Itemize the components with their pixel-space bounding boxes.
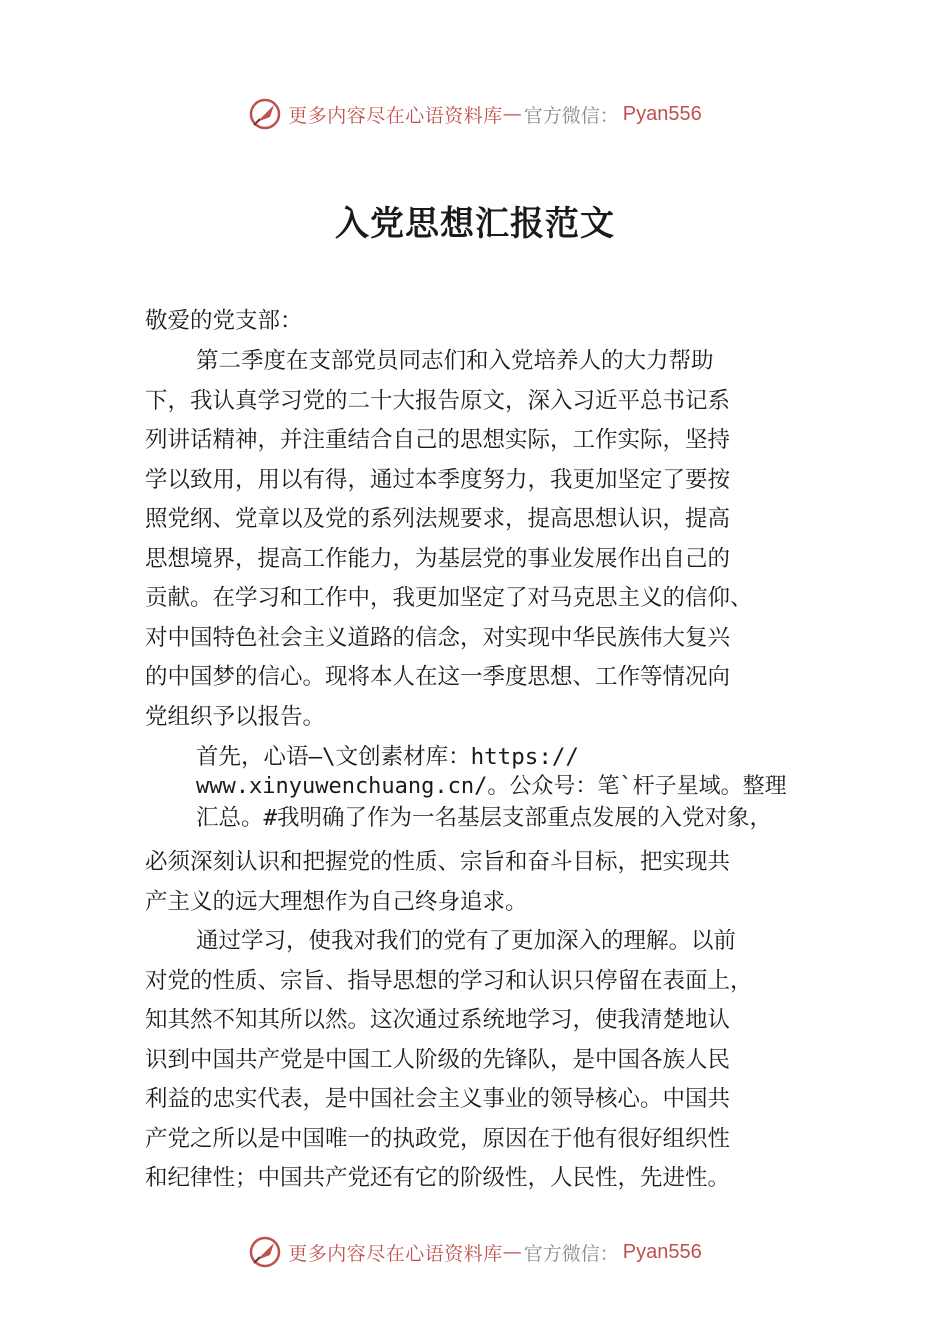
wechat-id: Pyan556: [622, 102, 702, 125]
paragraph-line: 利益的忠实代表，是中国社会主义事业的领导核心。中国共: [145, 1086, 731, 1112]
paragraph-line: 汇总。#我明确了作为一名基层支部重点发展的入党对象，: [196, 805, 773, 831]
banner-separator: —: [502, 103, 522, 125]
quill-logo-icon: [248, 97, 282, 131]
wechat-id: Pyan556: [622, 1240, 702, 1263]
paragraph-line: 通过学习，使我对我们的党有了更加深入的理解。以前: [196, 928, 737, 954]
paragraph-line: 产党之所以是中国唯一的执政党，原因在于他有很好组织性: [145, 1126, 731, 1152]
wechat-label: 官方微信：: [523, 1242, 619, 1265]
paragraph-line: 产主义的远大理想作为自己终身追求。: [145, 889, 528, 915]
document-title: 入党思想汇报范文: [335, 204, 615, 244]
paragraph-line: 党组织予以报告。: [145, 704, 326, 730]
paragraph-line: 识到中国共产党是中国工人阶级的先锋队，是中国各族人民: [145, 1047, 731, 1073]
paragraph-line: 列讲话精神，并注重结合自己的思想实际，工作实际，坚持: [145, 427, 731, 453]
paragraph-line: www.xinyuwenchuang.cn/。公众号：笔`杆子星域。整理: [196, 774, 787, 799]
paragraph-line: 思想境界，提高工作能力，为基层党的事业发展作出自己的: [145, 546, 731, 572]
banner-separator: —: [502, 1241, 522, 1263]
paragraph-line: 的中国梦的信心。现将本人在这一季度思想、工作等情况向: [145, 664, 731, 690]
paragraph-line: 和纪律性；中国共产党还有它的阶级性，人民性，先进性。: [145, 1165, 731, 1191]
paragraph-line: 照党纲、党章以及党的系列法规要求，提高思想认识，提高: [145, 506, 731, 532]
brand-text: 更多内容尽在心语资料库: [288, 1242, 503, 1265]
brand-text: 更多内容尽在心语资料库: [288, 104, 503, 127]
paragraph-line: 必须深刻认识和把握党的性质、宗旨和奋斗目标，把实现共: [145, 849, 731, 875]
quill-logo-icon: [248, 1235, 282, 1269]
paragraph-line: 贡献。在学习和工作中，我更加坚定了对马克思主义的信仰、: [145, 585, 753, 611]
paragraph-line: 第二季度在支部党员同志们和入党培养人的大力帮助: [196, 348, 714, 374]
header-banner: [0, 94, 950, 134]
salutation: 敬爱的党支部：: [145, 308, 303, 334]
paragraph-line: 首先，心语—\文创素材库：https://: [196, 744, 579, 770]
wechat-label: 官方微信：: [523, 104, 619, 127]
paragraph-line: 对党的性质、宗旨、指导思想的学习和认识只停留在表面上，: [145, 968, 753, 994]
paragraph-line: 对中国特色社会主义道路的信念，对实现中华民族伟大复兴: [145, 625, 731, 651]
footer-banner: [0, 1232, 950, 1272]
paragraph-line: 学以致用，用以有得，通过本季度努力，我更加坚定了要按: [145, 467, 731, 493]
paragraph-line: 知其然不知其所以然。这次通过系统地学习，使我清楚地认: [145, 1007, 731, 1033]
paragraph-line: 下，我认真学习党的二十大报告原文，深入习近平总书记系: [145, 388, 731, 414]
